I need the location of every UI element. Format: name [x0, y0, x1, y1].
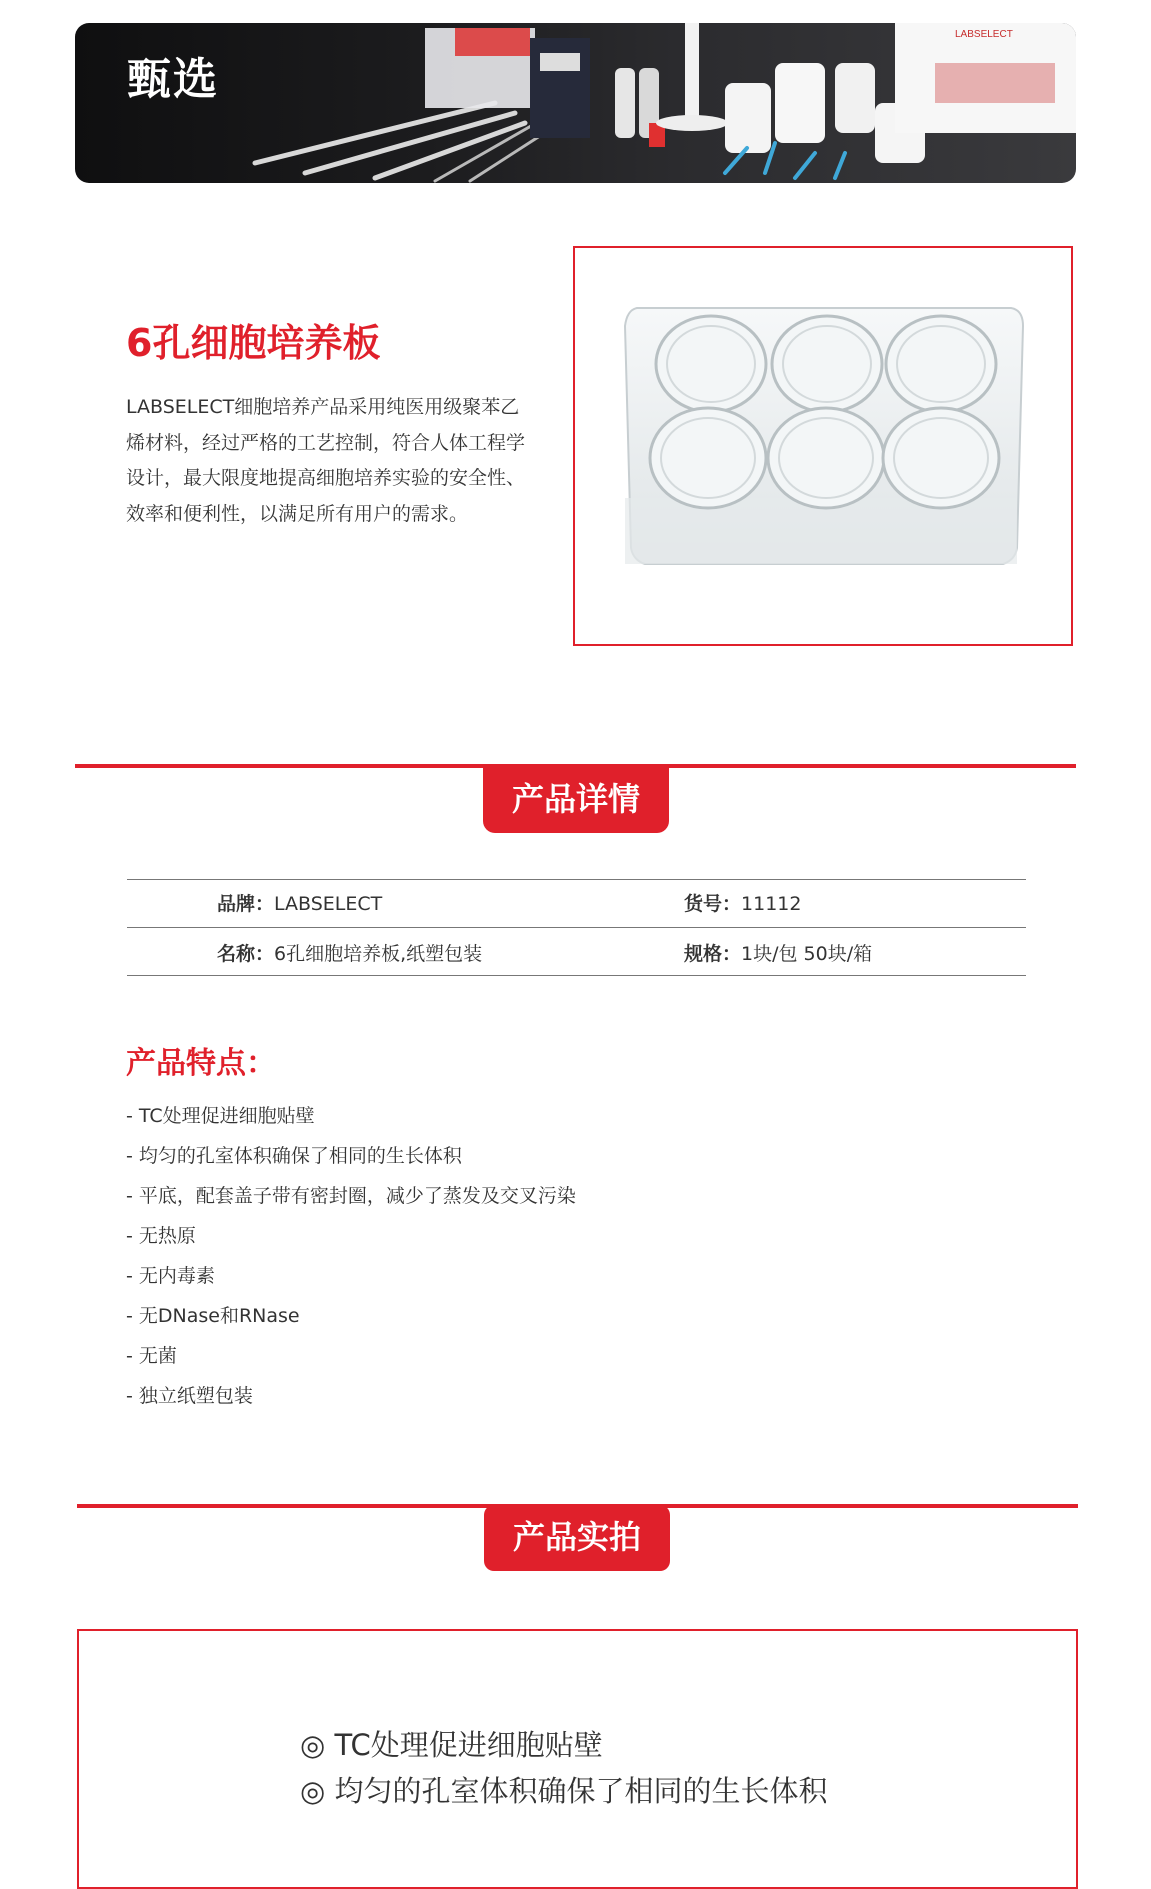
- brand-logo-text: 甄选: [127, 54, 219, 105]
- features-list: [126, 1096, 576, 1416]
- spec-value: 1块/包 50块/箱: [741, 943, 873, 965]
- list-item: ◎ TC处理促进细胞贴壁: [300, 1728, 603, 1762]
- sku-label: 货号：: [684, 893, 742, 915]
- list-item: - 均匀的孔室体积确保了相同的生长体积: [126, 1145, 462, 1167]
- sku-value: 11112: [741, 893, 802, 915]
- six-well-plate-icon: [575, 248, 1071, 644]
- table-row: [217, 889, 382, 916]
- table-rule-top: [127, 879, 1026, 880]
- list-item: - 无DNase和RNase: [126, 1305, 300, 1327]
- photos-section-title: 产品实拍: [484, 1505, 670, 1571]
- spec-label: 规格：: [684, 943, 742, 965]
- table-row: [217, 939, 482, 966]
- table-row: [684, 889, 801, 916]
- highlights-list: [300, 1722, 828, 1814]
- brand-value: LABSELECT: [274, 893, 383, 915]
- kit-box-logo: LABSELECT: [955, 29, 1013, 40]
- name-label: 名称：: [217, 943, 275, 965]
- table-rule-bottom: [127, 975, 1026, 976]
- list-item: - 平底，配套盖子带有密封圈，减少了蒸发及交叉污染: [126, 1185, 576, 1207]
- list-item: ◎ 均匀的孔室体积确保了相同的生长体积: [300, 1774, 828, 1808]
- list-item: - 无内毒素: [126, 1265, 215, 1287]
- product-image-frame: [573, 246, 1073, 646]
- features-title: 产品特点：: [126, 1046, 276, 1081]
- list-item: - 无热原: [126, 1225, 196, 1247]
- lab-products-illustration: [75, 23, 1076, 183]
- list-item: - TC处理促进细胞贴壁: [126, 1105, 315, 1127]
- table-row: [684, 939, 872, 966]
- brand-label: 品牌：: [217, 893, 275, 915]
- name-value: 6孔细胞培养板,纸塑包装: [274, 943, 483, 965]
- hero-banner: [75, 23, 1076, 183]
- product-title: 6孔细胞培养板: [126, 321, 381, 365]
- list-item: - 无菌: [126, 1345, 177, 1367]
- product-description: LABSELECT细胞培养产品采用纯医用级聚苯乙烯材料，经过严格的工艺控制，符合人体工程学设计，最大限度地提高细胞培养实验的安全性、效率和便利性，以满足所有用户的需求。: [126, 396, 526, 525]
- list-item: - 独立纸塑包装: [126, 1385, 253, 1407]
- details-section-title: 产品详情: [483, 767, 669, 833]
- table-rule-middle: [127, 927, 1026, 928]
